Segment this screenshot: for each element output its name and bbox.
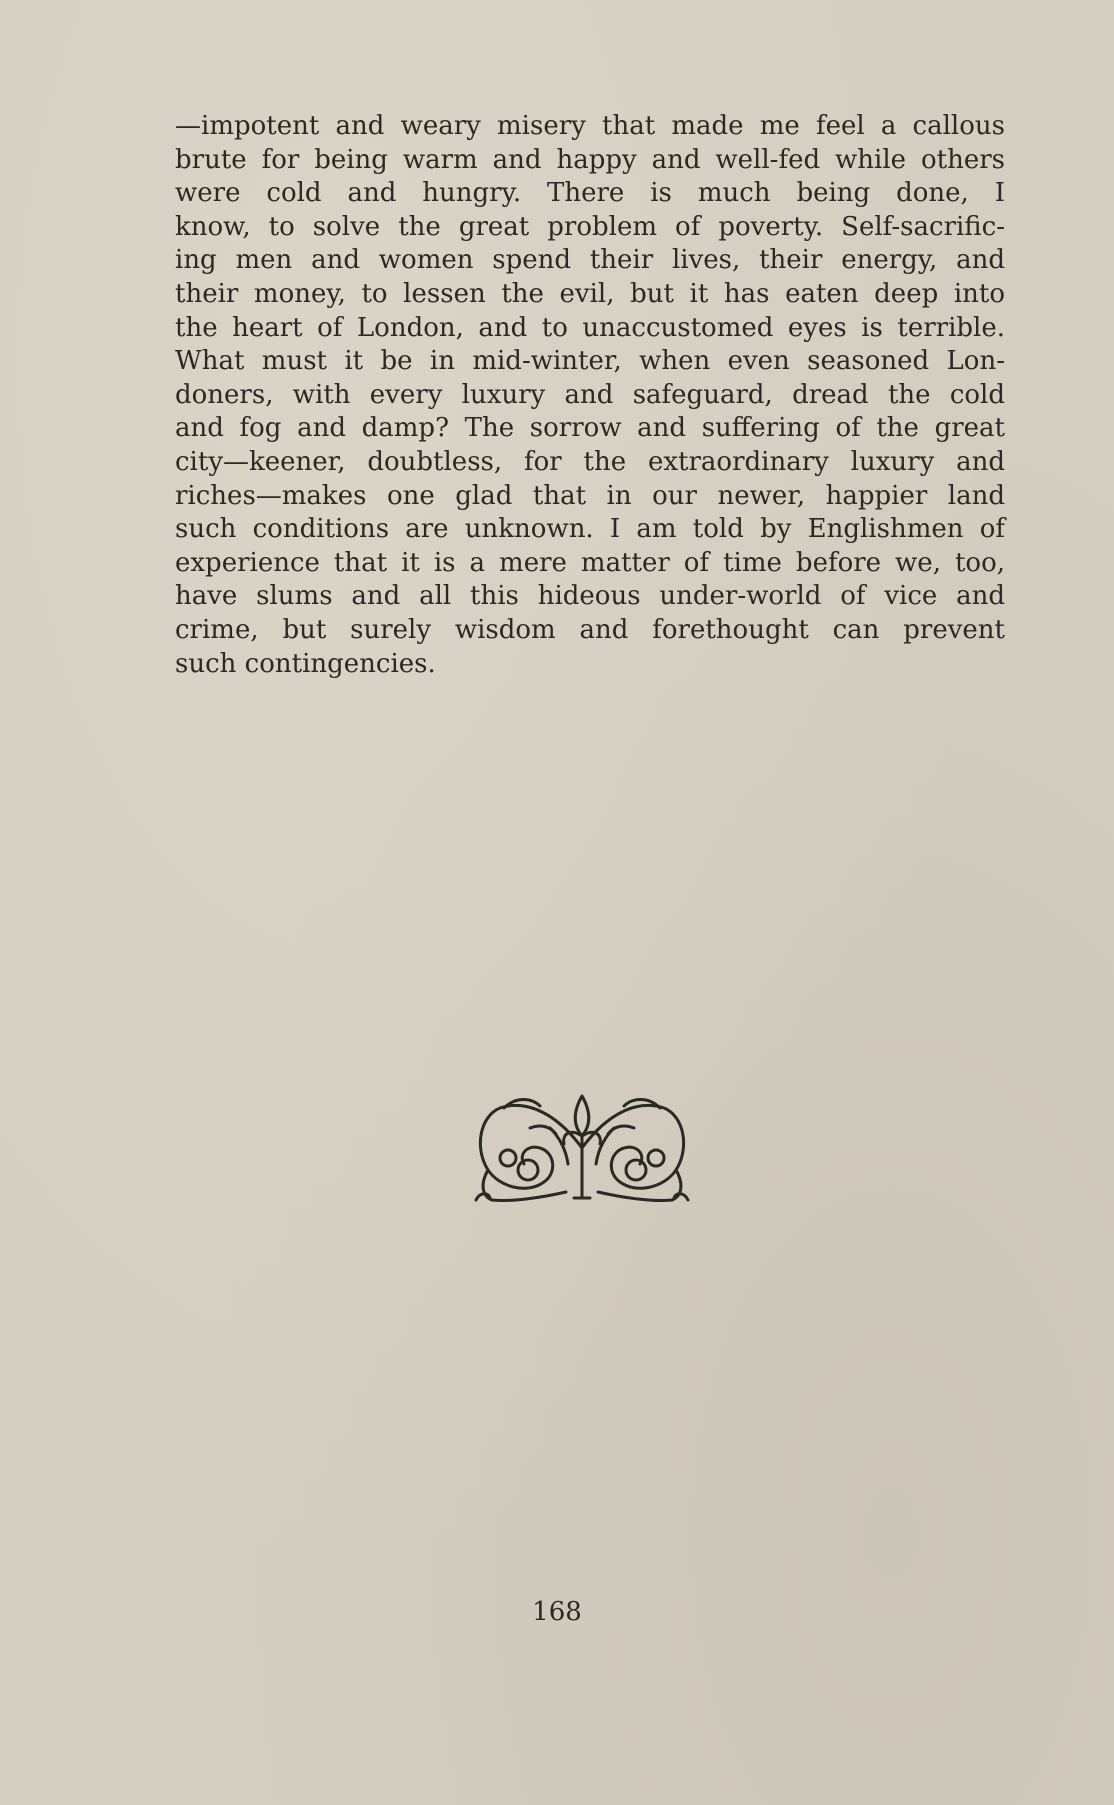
text-line: such contingencies. <box>175 648 436 679</box>
text-line: their money, to lessen the evil, but it has eaten deep into <box>175 278 1005 309</box>
text-line: What must it be in mid-winter, when even seasoned Lon- <box>175 346 1005 377</box>
text-line: doners, with every luxury and safeguard, dread the cold <box>175 379 1005 410</box>
text-line: riches—makes one glad that in our newer, happier land <box>175 480 1005 511</box>
text-line: crime, but surely wisdom and forethought can prevent <box>175 614 1005 645</box>
text-line: city—keener, doubtless, for the extraordinary luxury and <box>175 446 1005 477</box>
text-line: and fog and damp? The sorrow and suffering of the great <box>175 413 1005 444</box>
text-line: the heart of London, and to unaccustomed eyes is terrible. <box>175 312 1005 343</box>
text-line: —impotent and weary misery that made me feel a callous <box>175 111 1005 141</box>
text-line: such conditions are unknown. I am told by Englishmen of <box>175 514 1005 545</box>
body-text <box>175 110 1005 681</box>
floral-tailpiece-icon <box>470 1088 694 1208</box>
text-line: experience that it is a mere matter of time before we, too, <box>175 547 1005 578</box>
text-line: ing men and women spend their lives, their energy, and <box>175 245 1005 276</box>
text-line: have slums and all this hideous under-world of vice and <box>175 581 1005 612</box>
page-number: 168 <box>532 1597 582 1627</box>
text-line: know, to solve the great problem of poverty. Self-sacrific- <box>175 211 1005 242</box>
text-line: were cold and hungry. There is much being done, I <box>175 178 1005 209</box>
text-line: brute for being warm and happy and well-fed while others <box>175 144 1005 175</box>
